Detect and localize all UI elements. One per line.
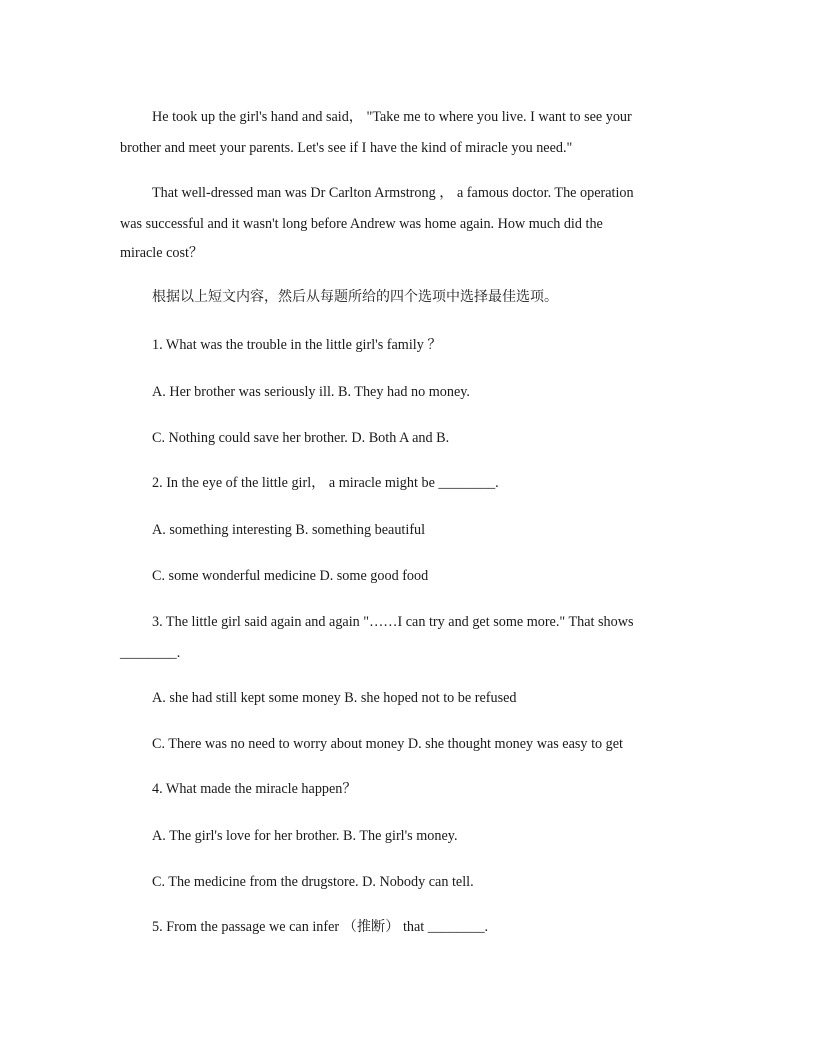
question-2-option-line-2: C. some wonderful medicine D. some good food [152, 568, 429, 584]
passage-paragraph-2-line-1: That well-dressed man was Dr Carlton Armstrong ， a famous doctor. The operation [152, 185, 634, 201]
question-4-option-line-1: A. The girl's love for her brother. B. The girl's money. [152, 828, 458, 844]
question-4-option-line-2: C. The medicine from the drugstore. D. Nobody can tell. [152, 874, 474, 890]
question-3-option-line-1: A. she had still kept some money B. she hoped not to be refused [152, 690, 517, 706]
passage-paragraph-1-line-1: He took up the girl's hand and said， "Take me to where you live. I want to see your [152, 109, 632, 125]
question-4-stem: 4. What made the miracle happen？ [152, 781, 357, 797]
passage-paragraph-2-line-2: was successful and it wasn't long before Andrew was home again. How much did the [120, 216, 603, 232]
question-3-option-line-2: C. There was no need to worry about money D. she thought money was easy to get [152, 736, 623, 752]
passage-paragraph-1-line-2: brother and meet your parents. Let's see if I have the kind of miracle you need." [120, 140, 573, 156]
question-2-stem: 2. In the eye of the little girl， a miracle might be ________. [152, 475, 499, 491]
question-5-stem: 5. From the passage we can infer （推断） that ________. [152, 919, 489, 935]
question-1-option-line-1: A. Her brother was seriously ill. B. They had no money. [152, 384, 470, 400]
passage-paragraph-2-line-3: miracle cost？ [120, 245, 204, 261]
instruction-text: 根据以上短文内容，然后从每题所给的四个选项中选择最佳选项。 [152, 289, 558, 305]
question-3-stem: 3. The little girl said again and again "……I can try and get some more." That shows [152, 614, 634, 630]
question-3-stem-continuation: ________. [120, 645, 181, 661]
question-1-option-line-2: C. Nothing could save her brother. D. Both A and B. [152, 430, 450, 446]
question-1-stem: 1. What was the trouble in the little girl's family ？ [152, 337, 442, 353]
question-2-option-line-1: A. something interesting B. something beautiful [152, 522, 426, 538]
